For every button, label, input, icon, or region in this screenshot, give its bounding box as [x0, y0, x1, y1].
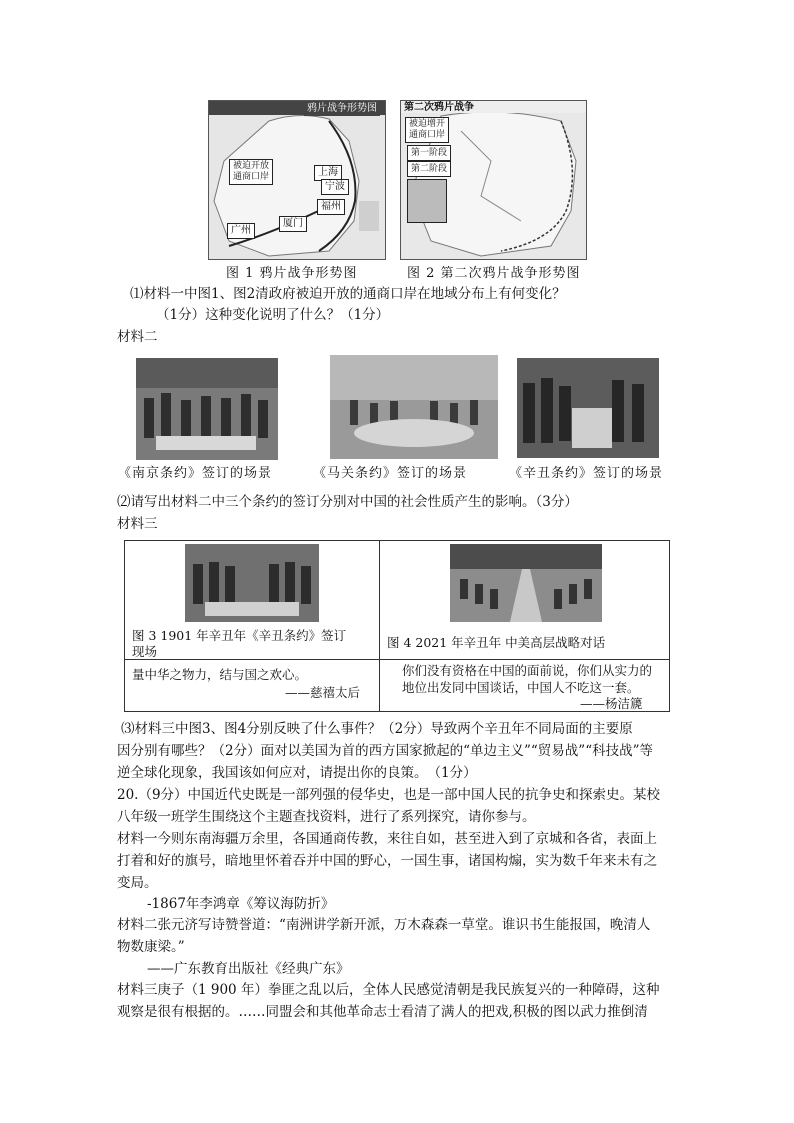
map2-text-block: [407, 179, 447, 223]
map2-stage2: 第二阶段: [407, 161, 451, 177]
map1-label-fuzhou: 福州: [317, 199, 345, 215]
map1-header: 鸦片战争形势图: [304, 102, 380, 116]
photo-shimonoseki-treaty: [330, 355, 498, 459]
map1-label-shanghai: 上海: [314, 165, 342, 181]
caption-nanjing: 《南京条约》签订的场景: [118, 466, 273, 481]
map1-legend-box: 被迫开放 通商口岸: [229, 159, 273, 185]
map-figure-1: [208, 100, 386, 260]
q20-material-3-line-2: 观察是很有根据的。……同盟会和其他革命志士看清了满人的把戏,积极的图以武力推倒清: [117, 1004, 648, 1020]
map1-label-ningbo: 宁波: [321, 179, 349, 195]
material-2-title: 材料二: [117, 329, 158, 345]
quote-yang-line-1: 你们没有资格在中国的面前说，你们从实力的: [402, 663, 653, 678]
table-cell-quote-left: [124, 659, 380, 712]
material-3-title: 材料三: [117, 516, 158, 532]
question-1-line-2: （1分）这种变化说明了什么？（1分）: [156, 307, 390, 323]
photo-xinchou-treaty: [517, 358, 659, 458]
question-3-line-3: 逆全球化现象，我国该如何应对，请提出你的良策。 （1分）: [117, 765, 477, 781]
photo-fig3-drawing: [185, 544, 319, 622]
q20-material-1-source: -1867年李鸿章《筹议海防折》: [147, 896, 335, 912]
caption-shimonoseki: 《马关条约》签订的场景: [313, 466, 468, 481]
map1-label-xiamen: 厦门: [279, 216, 307, 232]
photo-fig4-drawing: [450, 544, 602, 622]
photo-fig4: [450, 544, 602, 622]
map2-stage1: 第一阶段: [407, 145, 451, 161]
table-cell-fig3: [124, 540, 380, 660]
q20-material-3-line-1: 材料三庚子（1 900 年）拳匪之乱以后，全体人民感觉清朝是我民族复兴的一种障碍，这种: [117, 982, 660, 998]
photo-xinchou-drawing: [517, 358, 659, 458]
q20-material-2-line-1: 材料二张元济写诗赞誉道：“南洲讲学新开派，万木森森一草堂。谁识书生能报国，晚清人: [117, 917, 651, 933]
map2-header: 第二次鸦片战争: [404, 102, 474, 113]
figure-1-caption: 图 1 鸦片战争形势图: [226, 266, 358, 281]
fig4-caption: 图 4 2021 年辛丑年 中美高层战略对话: [387, 635, 606, 650]
map-figure-2: [400, 100, 587, 260]
map1-label-guangzhou: 广州: [227, 223, 255, 239]
photo-nanjing-treaty: [136, 358, 278, 460]
quote-cixi: 量中华之物力，结与国之欢心。: [132, 667, 308, 682]
fig3-caption-line-1: 图 3 1901 年辛丑年《辛丑条约》签订: [132, 628, 347, 643]
photo-shimonoseki-drawing: [330, 355, 498, 459]
q20-material-2-source: ——广东教育出版社《经典广东》: [147, 961, 350, 977]
table-cell-fig4: [379, 540, 670, 660]
q20-material-1-line-1: 材料一今则东南海疆万余里，各国通商传教，来往自如，甚至进入到了京城和各省，表面上: [117, 831, 657, 847]
quote-yang-line-2: 地位出发同中国谈话，中国人不吃这一套。: [402, 680, 640, 695]
question-2: ⑵请写出材料二中三个条约的签订分别对中国的社会性质产生的影响。（3分）: [117, 494, 578, 510]
q20-material-2-line-2: 物数康梁。”: [117, 939, 185, 955]
caption-xinchou: 《辛丑条约》签订的场景: [509, 466, 664, 481]
question-1-line-1: ⑴材料一中图1、图2清政府被迫开放的通商口岸在地域分布上有何变化？: [130, 286, 566, 302]
map2-ports-box: 被迫增开 通商口岸: [405, 117, 449, 143]
q20-material-1-line-2: 打着和好的旗号，暗地里怀着吞并中国的野心，一国生事，诸国构煽，实为数千年来未有之: [117, 853, 657, 869]
quote-yang-source: ——杨洁篪: [580, 696, 643, 711]
question-20-line-2: 八年级一班学生围绕这个主题查找资料，进行了系列探究，请你参与。: [117, 809, 536, 825]
table-cell-quote-right: [379, 659, 670, 712]
figure-2-caption: 图 2 第二次鸦片战争形势图: [407, 266, 581, 281]
fig3-caption-line-2: 现场: [132, 644, 158, 659]
question-3-line-1: ⑶材料三中图3、图4分别反映了什么事件？（2分）导致两个辛丑年不同局面的主要原: [121, 721, 633, 737]
photo-nanjing-drawing: [136, 358, 278, 460]
question-3-line-2: 因分别有哪些？（2分）面对以美国为首的西方国家掀起的“单边主义”“贸易战”“科技战”等: [117, 743, 653, 759]
question-20-line-1: 20.（9分）中国近代史既是一部列强的侵华史，也是一部中国人民的抗争史和探索史。某校: [117, 787, 661, 803]
q20-material-1-line-3: 变局。: [117, 875, 158, 891]
photo-fig3: [185, 544, 319, 622]
material-3-table: [124, 540, 670, 712]
quote-cixi-source: ——慈禧太后: [285, 685, 361, 700]
